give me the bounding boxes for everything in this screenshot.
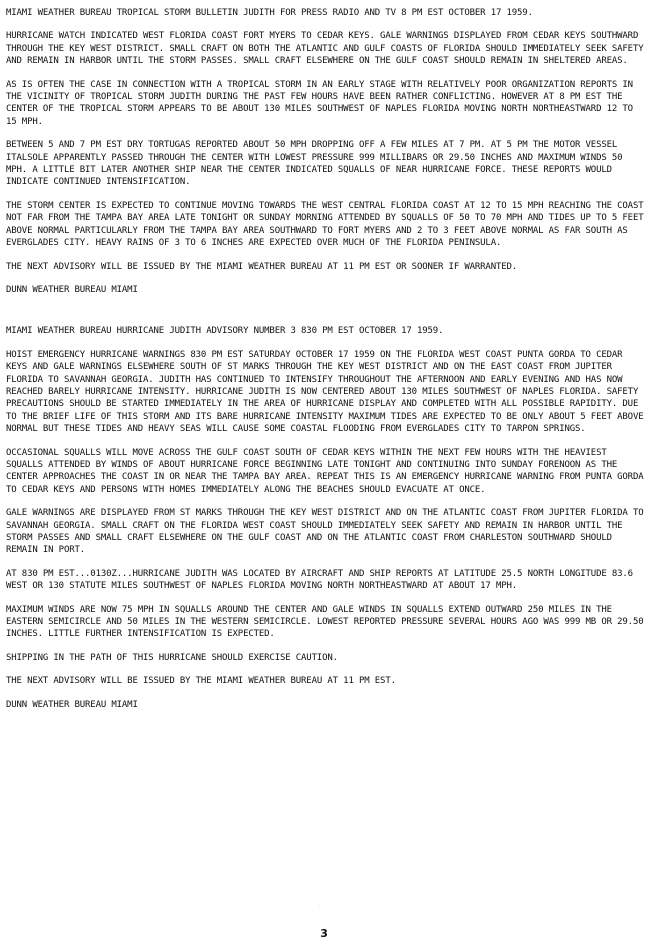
bulletin-signature: DUNN WEATHER BUREAU MIAMI (6, 284, 138, 295)
advisory-paragraph: GALE WARNINGS ARE DISPLAYED FROM ST MARKS THROUGH THE KEY WEST DISTRICT AND ON THE ATLANTIC COAST FROM JUPITER FLORIDA TO SAVANNAH GEORGIA. SMALL CRAFT ON THE FLORIDA WEST COAST SHOULD IMMEDIATELY SEEK SAFETY AND REMAIN IN HARBOR UNTIL THE STORM PASSES AND SMALL CRAFT ELSEWHERE ON THE GULF COAST AND ON THE ATLANTIC COAST FROM CHARLESTON SOUTHWARD SHOULD REMAIN IN PORT. (6, 508, 644, 556)
section-divider-space (6, 307, 644, 325)
advisory-section (6, 325, 644, 711)
bulletin-paragraph: AS IS OFTEN THE CASE IN CONNECTION WITH A TROPICAL STORM IN AN EARLY STAGE WITH RELATIVELY POOR ORGANIZATION REPORTS IN THE VICINITY OF TROPICAL STORM JUDITH DURING THE PAST FEW HOURS HAVE BEEN RATHER CONFLICTING. HOWEVER AT 8 PM EST THE CENTER OF THE TROPICAL STORM APPEARS TO BE ABOUT 130 MILES SOUTHWEST OF NAPLES FLORIDA MOVING NORTH NORTHEASTWARD 12 TO 15 MPH. (6, 79, 633, 127)
bulletin-paragraph: THE NEXT ADVISORY WILL BE ISSUED BY THE MIAMI WEATHER BUREAU AT 11 PM EST OR SOONER IF WARRANTED. (6, 261, 518, 272)
bulletin-header: MIAMI WEATHER BUREAU TROPICAL STORM BULLETIN JUDITH FOR PRESS RADIO AND TV 8 PM EST OCTOBER 17 1959. (6, 8, 533, 18)
advisory-paragraph: OCCASIONAL SQUALLS WILL MOVE ACROSS THE GULF COAST SOUTH OF CEDAR KEYS WITHIN THE NEXT FEW HOURS WITH THE HEAVIEST SQUALLS ATTENDED BY WINDS OF ABOUT HURRICANE FORCE BEGINNING LATE TONIGHT AND CONTINUING INTO SUNDAY FORENOON AS THE CENTER APPROACHES THE COAST IN OR NEAR THE TAMPA BAY AREA. REPEAT THIS IS AN EMERGENCY HURRICANE WARNING FROM PUNTA GORDA TO CEDAR KEYS AND PERSONS WITH HOMES IMMEDIATELY ALONG THE BEACHES SHOULD EVACUATE AT ONCE. (6, 447, 644, 495)
scan-speck-mark: · (318, 903, 322, 910)
advisory-paragraph: AT 830 PM EST...0130Z...HURRICANE JUDITH WAS LOCATED BY AIRCRAFT AND SHIP REPORTS AT LATITUDE 25.5 NORTH LONGITUDE 83.6 WEST OR 130 STATUTE MILES SOUTHWEST OF NAPLES FLORIDA MOVING NORTH NORTHEASTWARD AT ABOUT 17 MPH. (6, 568, 633, 592)
bulletin-paragraph: HURRICANE WATCH INDICATED WEST FLORIDA COAST FORT MYERS TO CEDAR KEYS. GALE WARNINGS DISPLAYED FROM CEDAR KEYS SOUTHWARD THROUGH THE KEY WEST DISTRICT. SMALL CRAFT ON BOTH THE ATLANTIC AND GULF COASTS OF FLORIDA SHOULD IMMEDIATELY SEEK SAFETY AND REMAIN IN HARBOR UNTIL THE STORM PASSES. SMALL CRAFT ELSEWHERE ON THE GULF COAST SHOULD REMAIN IN SHELTERED AREAS. (6, 31, 644, 67)
advisory-signature: DUNN WEATHER BUREAU MIAMI (6, 699, 138, 710)
document-body (6, 7, 644, 722)
advisory-paragraph: HOIST EMERGENCY HURRICANE WARNINGS 830 PM EST SATURDAY OCTOBER 17 1959 ON THE FLORIDA WEST COAST PUNTA GORDA TO CEDAR KEYS AND GALE WARNINGS ELSEWHERE SOUTH OF ST MARKS THROUGH THE KEY WEST DISTRICT AND ON THE EAST COAST FROM JUPITER FLORIDA TO SAVANNAH GEORGIA. JUDITH HAS CONTINUED TO INTENSIFY THROUGHOUT THE AFTERNOON AND EARLY EVENING AND HAS NOW REACHED BARELY HURRICANE INTENSITY. HURRICANE JUDITH IS NOW CENTERED ABOUT 130 MILES SOUTHWEST OF NAPLES FLORIDA. SAFETY PRECAUTIONS SHOULD BE STARTED IMMEDIATELY IN THE AREA OF HURRICANE DISPLAY AND COMPLETED WITH ALL POSSIBLE RAPIDITY. DUE TO THE BRIEF LIFE OF THIS STORM AND ITS BARE HURRICANE INTENSITY MAXIMUM TIDES ARE EXPECTED TO BE ONLY ABOUT 5 FEET ABOVE NORMAL BUT THESE TIDES AND HEAVY SEAS WILL CAUSE SOME COASTAL FLOODING FROM EVERGLADES CITY TO TARPON SPRINGS. (6, 349, 644, 435)
bulletin-paragraph: BETWEEN 5 AND 7 PM EST DRY TORTUGAS REPORTED ABOUT 50 MPH DROPPING OFF A FEW MILES AT 7 PM. AT 5 PM THE MOTOR VESSEL ITALSOLE APPARENTLY PASSED THROUGH THE CENTER WITH LOWEST PRESSURE 999 MILLIBARS OR 29.50 INCHES AND MAXIMUM WINDS 50 MPH. A LITTLE BIT LATER ANOTHER SHIP NEAR THE CENTER INDICATED SQUALLS OF NEAR HURRICANE FORCE. THESE REPORTS WOULD INDICATE CONTINUED INTENSIFICATION. (6, 140, 623, 188)
advisory-header: MIAMI WEATHER BUREAU HURRICANE JUDITH ADVISORY NUMBER 3 830 PM EST OCTOBER 17 1959. (6, 326, 444, 337)
bulletin-paragraph: THE STORM CENTER IS EXPECTED TO CONTINUE MOVING TOWARDS THE WEST CENTRAL FLORIDA COAST AT 12 TO 15 MPH REACHING THE COAST NOT FAR FROM THE TAMPA BAY AREA LATE TONIGHT OR SUNDAY MORNING ATTENDED BY SQUALLS OF 50 TO 70 MPH AND TIDES UP TO 5 FEET ABOVE NORMAL PARTICULARLY FROM THE TAMPA BAY AREA SOUTHWARD TO FORT MYERS AND 2 TO 3 FEET ABOVE NORMAL AS FAR SOUTH AS EVERGLADES CITY. HEAVY RAINS OF 3 TO 6 INCHES ARE EXPECTED OVER MUCH OF THE FLORIDA PENINSULA. (6, 200, 644, 249)
advisory-paragraph: MAXIMUM WINDS ARE NOW 75 MPH IN SQUALLS AROUND THE CENTER AND GALE WINDS IN SQUALLS EXTEND OUTWARD 250 MILES IN THE EASTERN SEMICIRCLE AND 50 MILES IN THE WESTERN SEMICIRCLE. LOWEST REPORTED PRESSURE SEVERAL HOURS AGO WAS 999 MB OR 29.50 INCHES. LITTLE FURTHER INTENSIFICATION IS EXPECTED. (6, 604, 644, 640)
advisory-paragraph: THE NEXT ADVISORY WILL BE ISSUED BY THE MIAMI WEATHER BUREAU AT 11 PM EST. (6, 676, 396, 687)
page-number: 3 (320, 927, 328, 940)
bulletin-section (6, 7, 644, 296)
advisory-paragraph: SHIPPING IN THE PATH OF THIS HURRICANE SHOULD EXERCISE CAUTION. (6, 652, 338, 663)
